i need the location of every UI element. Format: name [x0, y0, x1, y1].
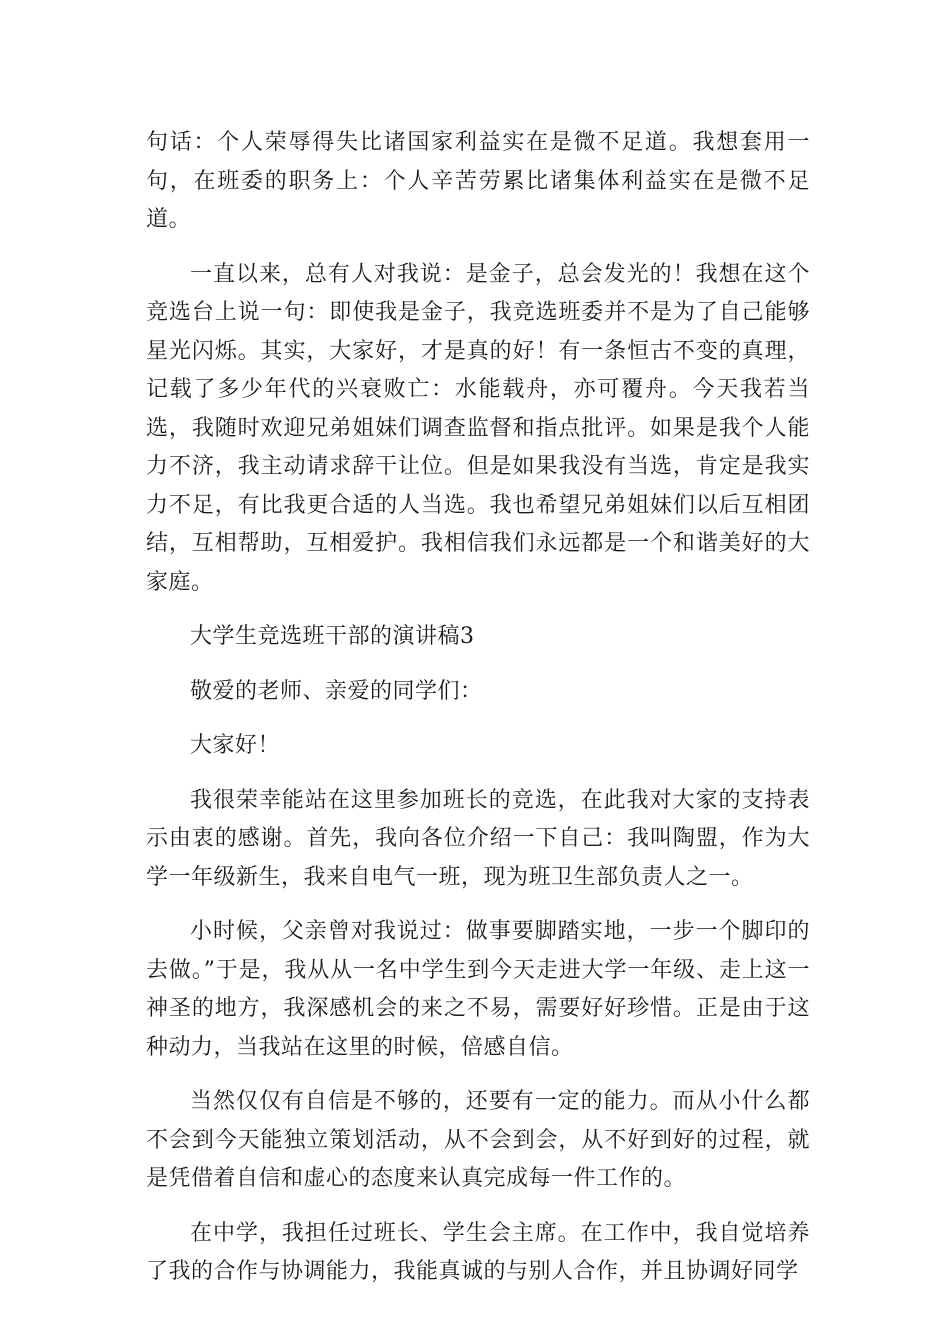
- paragraph: 在中学，我担任过班长、学生会主席。在工作中，我自觉培养了我的合作与协调能力，我能真诚的与别人合作，并且协调好同学: [146, 1220, 810, 1284]
- greeting: 大家好！: [190, 733, 281, 758]
- salutation: 敬爱的老师、亲爱的同学们：: [190, 678, 483, 704]
- paragraph-continued: 句话：个人荣辱得失比诸国家利益实在是微不足道。我想套用一句，在班委的职务上：个人辛苦劳累比诸集体利益实在是微不足道。: [146, 130, 810, 232]
- document-body: [146, 124, 810, 1308]
- paragraph: 我很荣幸能站在这里参加班长的竞选，在此我对大家的支持表示由衷的感谢。首先，我向各位介绍一下自己：我叫陶盟，作为大学一年级新生，我来自电气一班，现为班卫生部负责人之一。: [146, 787, 810, 890]
- paragraph: 一直以来，总有人对我说：是金子，总会发光的！我想在这个竞选台上说一句：即使我是金子，我竞选班委并不是为了自己能够星光闪烁。其实，大家好，才是真的好！有一条恒古不变的真理，记载了多少年代的兴衰败亡：水能载舟，亦可覆舟。今天我若当选，我随时欢迎兄弟姐妹们调查监督和指点批评。如果是我个人能力不济，我主动请求辞干让位。但是如果我没有当选，肯定是我实力不足，有比我更合适的人当选。我也希望兄弟姐妹们以后互相团结，互相帮助，互相爱护。我相信我们永远都是一个和谐美好的大家庭。: [146, 261, 810, 595]
- paragraph: 小时候，父亲曾对我说过：做事要脚踏实地，一步一个脚印的去做。”于是，我从从一名中学生到今天走进大学一年级、走上这一神圣的地方，我深感机会的来之不易，需要好好珍惜。正是由于这种动力，当我站在这里的时候，倍感自信。: [146, 919, 810, 1060]
- section-title: 大学生竞选班干部的演讲稿3: [190, 624, 475, 649]
- paragraph: 当然仅仅有自信是不够的，还要有一定的能力。而从小什么都不会到今天能独立策划活动，从不会到会，从不好到好的过程，就是凭借着自信和虚心的态度来认真完成每一件工作的。: [146, 1089, 810, 1191]
